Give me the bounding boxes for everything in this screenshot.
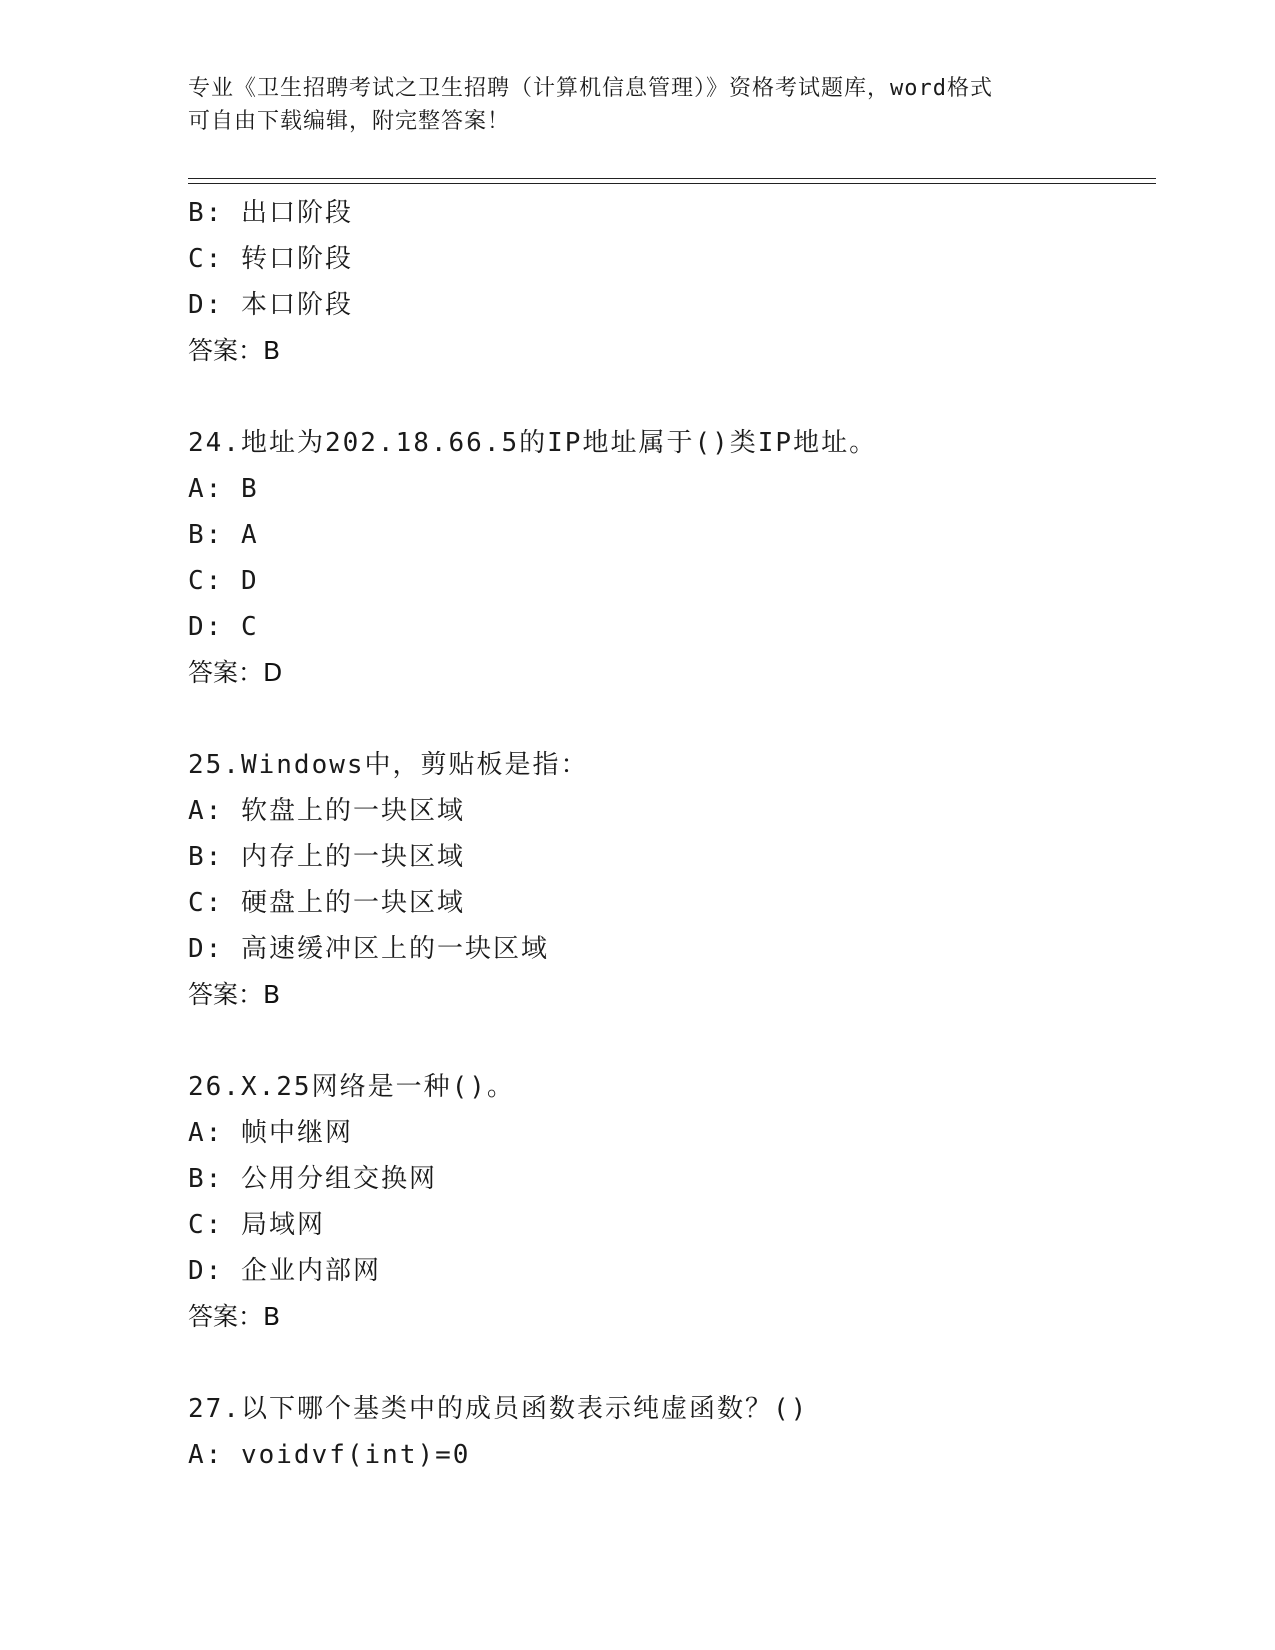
- header-line-1: 专业《卫生招聘考试之卫生招聘（计算机信息管理）》资格考试题库，word格式: [188, 76, 993, 101]
- spacer: [188, 374, 1148, 420]
- option-b: B: 内存上的一块区域: [188, 842, 465, 872]
- question-23-continued: [188, 190, 1148, 374]
- question-25: [188, 742, 1148, 1018]
- question-stem: 25.Windows中，剪贴板是指：: [188, 750, 589, 780]
- question-stem: 26.X.25网络是一种()。: [188, 1072, 515, 1102]
- question-24: [188, 420, 1148, 696]
- option-b: B: 出口阶段: [188, 198, 353, 228]
- option-a: A: B: [188, 474, 259, 504]
- header-rule-bottom: [188, 183, 1156, 184]
- spacer: [188, 696, 1148, 742]
- option-c: C: 硬盘上的一块区域: [188, 888, 465, 918]
- option-c: C: D: [188, 566, 259, 596]
- option-a: A: 帧中继网: [188, 1118, 353, 1148]
- answer-label: 答案：: [188, 980, 264, 1009]
- option-d: D: 高速缓冲区上的一块区域: [188, 934, 549, 964]
- question-list: [188, 190, 1148, 1478]
- answer-value: B: [263, 336, 281, 365]
- answer-label: 答案：: [188, 336, 264, 365]
- header-line-2: 可自由下载编辑，附完整答案！: [188, 109, 511, 134]
- answer-line: [188, 1294, 1148, 1340]
- option-d: D: 本口阶段: [188, 290, 353, 320]
- answer-line: [188, 650, 1148, 696]
- answer-label: 答案：: [188, 658, 264, 687]
- answer-label: 答案：: [188, 1302, 264, 1331]
- option-b: B: A: [188, 520, 259, 550]
- spacer: [188, 1340, 1148, 1386]
- question-stem: 27.以下哪个基类中的成员函数表示纯虚函数？(): [188, 1394, 809, 1424]
- spacer: [188, 1018, 1148, 1064]
- answer-value: B: [263, 1302, 281, 1331]
- option-b: B: 公用分组交换网: [188, 1164, 437, 1194]
- option-d: D: 企业内部网: [188, 1256, 381, 1286]
- document-header: [188, 72, 1078, 138]
- question-26: [188, 1064, 1148, 1340]
- answer-value: B: [263, 980, 281, 1009]
- option-d: D: C: [188, 612, 259, 642]
- answer-value: D: [263, 658, 283, 687]
- header-rule-top: [188, 178, 1156, 179]
- option-a: A: voidvf(int)=0: [188, 1440, 471, 1470]
- question-27: [188, 1386, 1148, 1478]
- question-stem: 24.地址为202.18.66.5的IP地址属于()类IP地址。: [188, 428, 878, 458]
- answer-line: [188, 328, 1148, 374]
- option-c: C: 转口阶段: [188, 244, 353, 274]
- option-c: C: 局域网: [188, 1210, 325, 1240]
- answer-line: [188, 972, 1148, 1018]
- option-a: A: 软盘上的一块区域: [188, 796, 465, 826]
